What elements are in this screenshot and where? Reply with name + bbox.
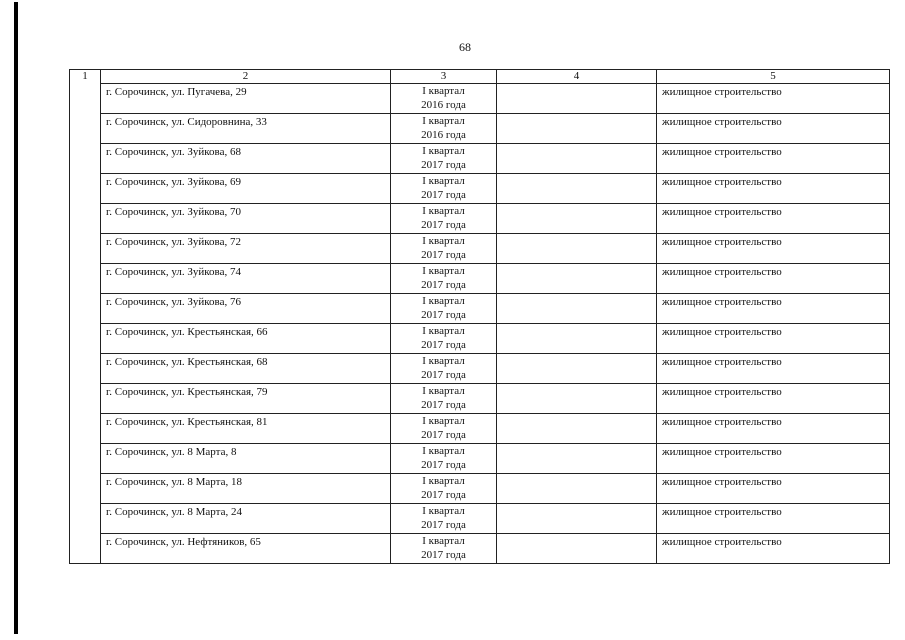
usage-text: жилищное строительство (662, 446, 782, 458)
address-cell (101, 204, 391, 234)
quarter-cell (391, 114, 497, 144)
address-text: г. Сорочинск, ул. Зуйкова, 72 (106, 236, 241, 248)
table-row (70, 234, 890, 264)
address-cell (101, 384, 391, 414)
usage-text: жилищное строительство (662, 326, 782, 338)
year-text: 2017 года (421, 489, 466, 501)
row-number-cell (70, 534, 101, 564)
row-number-cell (70, 114, 101, 144)
quarter-text: I квартал (422, 385, 465, 397)
usage-cell (657, 384, 890, 414)
row-number-cell (70, 234, 101, 264)
quarter-text: I квартал (422, 85, 465, 97)
address-cell (101, 534, 391, 564)
address-text: г. Сорочинск, ул. Зуйкова, 68 (106, 146, 241, 158)
usage-text: жилищное строительство (662, 536, 782, 548)
column-4-cell (497, 444, 657, 474)
header-cell-1: 1 (70, 70, 101, 84)
address-text: г. Сорочинск, ул. Нефтяников, 65 (106, 536, 261, 548)
header-cell-4: 4 (497, 70, 657, 84)
year-text: 2017 года (421, 519, 466, 531)
row-number-cell (70, 264, 101, 294)
usage-text: жилищное строительство (662, 86, 782, 98)
quarter-text: I квартал (422, 475, 465, 487)
address-cell (101, 174, 391, 204)
quarter-text: I квартал (422, 265, 465, 277)
page-edge-bar (14, 2, 18, 634)
quarter-text: I квартал (422, 145, 465, 157)
year-text: 2017 года (421, 279, 466, 291)
address-cell (101, 444, 391, 474)
year-text: 2017 года (421, 369, 466, 381)
quarter-cell (391, 174, 497, 204)
quarter-text: I квартал (422, 445, 465, 457)
address-text: г. Сорочинск, ул. Зуйкова, 74 (106, 266, 241, 278)
usage-cell (657, 204, 890, 234)
quarter-cell (391, 324, 497, 354)
address-text: г. Сорочинск, ул. 8 Марта, 18 (106, 476, 242, 488)
quarter-text: I квартал (422, 115, 465, 127)
year-text: 2017 года (421, 399, 466, 411)
address-cell (101, 294, 391, 324)
year-text: 2017 года (421, 219, 466, 231)
year-text: 2016 года (421, 99, 466, 111)
usage-cell (657, 294, 890, 324)
year-text: 2017 года (421, 249, 466, 261)
address-text: г. Сорочинск, ул. Крестьянская, 68 (106, 356, 268, 368)
row-number-cell (70, 174, 101, 204)
quarter-cell (391, 144, 497, 174)
address-text: г. Сорочинск, ул. Зуйкова, 76 (106, 296, 241, 308)
year-text: 2017 года (421, 309, 466, 321)
table-row (70, 534, 890, 564)
quarter-cell (391, 414, 497, 444)
usage-text: жилищное строительство (662, 506, 782, 518)
column-4-cell (497, 114, 657, 144)
address-text: г. Сорочинск, ул. Крестьянская, 66 (106, 326, 268, 338)
page-number: 68 (459, 40, 471, 54)
column-4-cell (497, 324, 657, 354)
table-row (70, 504, 890, 534)
year-text: 2017 года (421, 549, 466, 561)
usage-cell (657, 444, 890, 474)
quarter-cell (391, 534, 497, 564)
year-text: 2017 года (421, 429, 466, 441)
column-4-cell (497, 504, 657, 534)
land-plot-table (69, 69, 890, 564)
quarter-cell (391, 84, 497, 114)
address-text: г. Сорочинск, ул. Сидоровнина, 33 (106, 116, 267, 128)
table-row (70, 354, 890, 384)
table-row (70, 84, 890, 114)
column-4-cell (497, 384, 657, 414)
usage-cell (657, 354, 890, 384)
quarter-cell (391, 504, 497, 534)
column-4-cell (497, 144, 657, 174)
usage-text: жилищное строительство (662, 476, 782, 488)
table-row (70, 174, 890, 204)
quarter-text: I квартал (422, 505, 465, 517)
address-cell (101, 234, 391, 264)
table-row (70, 264, 890, 294)
usage-cell (657, 114, 890, 144)
column-4-cell (497, 534, 657, 564)
header-cell-2: 2 (101, 70, 391, 84)
row-number-cell (70, 324, 101, 354)
usage-text: жилищное строительство (662, 356, 782, 368)
row-number-cell (70, 354, 101, 384)
quarter-cell (391, 294, 497, 324)
usage-cell (657, 504, 890, 534)
quarter-text: I квартал (422, 355, 465, 367)
quarter-cell (391, 204, 497, 234)
quarter-cell (391, 444, 497, 474)
table-row (70, 294, 890, 324)
row-number-cell (70, 504, 101, 534)
address-cell (101, 414, 391, 444)
table-row (70, 204, 890, 234)
usage-cell (657, 234, 890, 264)
row-number-cell (70, 84, 101, 114)
usage-cell (657, 414, 890, 444)
usage-text: жилищное строительство (662, 416, 782, 428)
year-text: 2017 года (421, 189, 466, 201)
row-number-cell (70, 384, 101, 414)
table-header-row (70, 70, 890, 84)
column-4-cell (497, 234, 657, 264)
address-cell (101, 504, 391, 534)
row-number-cell (70, 444, 101, 474)
column-4-cell (497, 294, 657, 324)
table-row (70, 474, 890, 504)
row-number-cell (70, 474, 101, 504)
usage-cell (657, 534, 890, 564)
usage-text: жилищное строительство (662, 236, 782, 248)
year-text: 2017 года (421, 459, 466, 471)
address-text: г. Сорочинск, ул. Пугачева, 29 (106, 86, 247, 98)
address-text: г. Сорочинск, ул. Зуйкова, 69 (106, 176, 241, 188)
quarter-text: I квартал (422, 205, 465, 217)
quarter-cell (391, 384, 497, 414)
year-text: 2017 года (421, 159, 466, 171)
usage-cell (657, 324, 890, 354)
address-text: г. Сорочинск, ул. Крестьянская, 81 (106, 416, 268, 428)
table-row (70, 444, 890, 474)
year-text: 2016 года (421, 129, 466, 141)
column-4-cell (497, 264, 657, 294)
usage-text: жилищное строительство (662, 386, 782, 398)
address-text: г. Сорочинск, ул. Зуйкова, 70 (106, 206, 241, 218)
header-cell-3: 3 (391, 70, 497, 84)
usage-cell (657, 264, 890, 294)
column-4-cell (497, 204, 657, 234)
row-number-cell (70, 294, 101, 324)
address-cell (101, 144, 391, 174)
row-number-cell (70, 204, 101, 234)
address-cell (101, 264, 391, 294)
address-cell (101, 354, 391, 384)
address-text: г. Сорочинск, ул. 8 Марта, 24 (106, 506, 242, 518)
usage-text: жилищное строительство (662, 206, 782, 218)
address-text: г. Сорочинск, ул. 8 Марта, 8 (106, 446, 237, 458)
table-row (70, 414, 890, 444)
table-row (70, 324, 890, 354)
column-4-cell (497, 354, 657, 384)
usage-cell (657, 474, 890, 504)
quarter-cell (391, 474, 497, 504)
quarter-cell (391, 354, 497, 384)
column-4-cell (497, 474, 657, 504)
address-cell (101, 324, 391, 354)
quarter-text: I квартал (422, 235, 465, 247)
table-row (70, 114, 890, 144)
usage-text: жилищное строительство (662, 116, 782, 128)
header-cell-5: 5 (657, 70, 890, 84)
table-row (70, 384, 890, 414)
usage-cell (657, 144, 890, 174)
usage-text: жилищное строительство (662, 266, 782, 278)
quarter-text: I квартал (422, 415, 465, 427)
quarter-cell (391, 234, 497, 264)
column-4-cell (497, 84, 657, 114)
usage-text: жилищное строительство (662, 176, 782, 188)
address-cell (101, 84, 391, 114)
quarter-text: I квартал (422, 295, 465, 307)
column-4-cell (497, 414, 657, 444)
year-text: 2017 года (421, 339, 466, 351)
quarter-text: I квартал (422, 535, 465, 547)
quarter-text: I квартал (422, 325, 465, 337)
usage-text: жилищное строительство (662, 296, 782, 308)
table-row (70, 144, 890, 174)
address-cell (101, 474, 391, 504)
quarter-text: I квартал (422, 175, 465, 187)
row-number-cell (70, 414, 101, 444)
row-number-cell (70, 144, 101, 174)
address-cell (101, 114, 391, 144)
usage-text: жилищное строительство (662, 146, 782, 158)
usage-cell (657, 84, 890, 114)
column-4-cell (497, 174, 657, 204)
quarter-cell (391, 264, 497, 294)
address-text: г. Сорочинск, ул. Крестьянская, 79 (106, 386, 268, 398)
usage-cell (657, 174, 890, 204)
